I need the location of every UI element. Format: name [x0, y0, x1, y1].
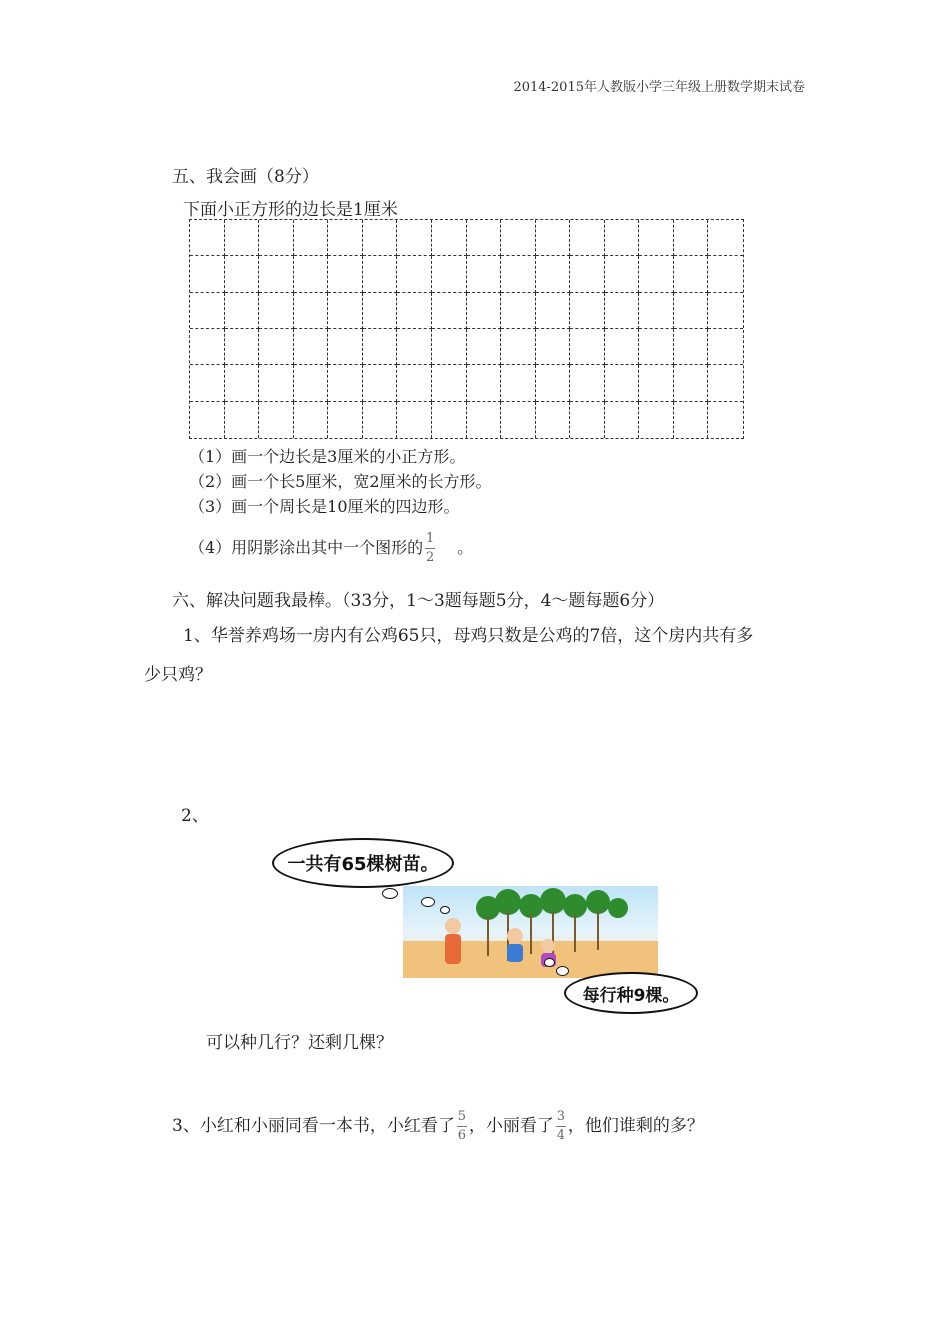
grid-cell[interactable] — [294, 329, 329, 365]
grid-cell[interactable] — [397, 402, 432, 438]
grid-cell[interactable] — [501, 256, 536, 292]
grid-cell[interactable] — [259, 329, 294, 365]
grid-cell[interactable] — [570, 293, 605, 329]
speech-bubble-total — [272, 838, 454, 888]
speech-bubble-per-row — [564, 972, 698, 1014]
grid-cell[interactable] — [674, 220, 709, 256]
grid-cell[interactable] — [708, 220, 743, 256]
grid-cell[interactable] — [639, 329, 674, 365]
grid-cell[interactable] — [674, 329, 709, 365]
grid-cell[interactable] — [536, 293, 571, 329]
grid-cell[interactable] — [501, 293, 536, 329]
thought-dot — [544, 958, 555, 967]
grid-cell[interactable] — [570, 329, 605, 365]
grid-cell[interactable] — [674, 365, 709, 401]
problem-3-part-c: ，他们谁剩的多？ — [567, 1116, 704, 1136]
grid-intro: 下面小正方形的边长是1厘米 — [183, 200, 398, 220]
grid-cell[interactable] — [363, 365, 398, 401]
fraction-numerator: 3 — [556, 1109, 565, 1124]
grid-cell[interactable] — [432, 365, 467, 401]
grid-cell[interactable] — [397, 365, 432, 401]
question-2: （2）画一个长5厘米，宽2厘米的长方形。 — [189, 472, 492, 491]
problem-3-part-a: 3、小红和小丽同看一本书，小红看了 — [172, 1116, 455, 1136]
grid-cell[interactable] — [501, 329, 536, 365]
fraction-denominator: 4 — [556, 1128, 565, 1143]
grid-cell[interactable] — [708, 293, 743, 329]
grid-cell[interactable] — [639, 293, 674, 329]
question-4-prefix: （4）用阴影涂出其中一个图形的 — [189, 538, 424, 557]
grid-cell[interactable] — [570, 402, 605, 438]
grid-cell[interactable] — [190, 293, 225, 329]
grid-cell[interactable] — [708, 329, 743, 365]
question-4 — [189, 532, 473, 565]
grid-cell[interactable] — [432, 293, 467, 329]
grid-cell[interactable] — [708, 256, 743, 292]
grid-cell[interactable] — [501, 220, 536, 256]
grid-cell[interactable] — [708, 365, 743, 401]
tree-planting-picture — [403, 886, 658, 978]
problem-2-question: 可以种几行？还剩几棵？ — [206, 1033, 393, 1053]
grid-cell[interactable] — [432, 220, 467, 256]
grid-cell[interactable] — [328, 293, 363, 329]
fraction-three-quarters — [556, 1110, 566, 1143]
tree-planting-illustration — [403, 886, 658, 978]
grid-cell[interactable] — [605, 256, 640, 292]
grid-cell[interactable] — [328, 365, 363, 401]
grid-cell[interactable] — [432, 402, 467, 438]
grid-cell[interactable] — [536, 365, 571, 401]
grid-cell[interactable] — [259, 365, 294, 401]
grid-cell[interactable] — [467, 293, 502, 329]
grid-cell[interactable] — [467, 329, 502, 365]
grid-cell[interactable] — [536, 329, 571, 365]
grid-cell[interactable] — [467, 365, 502, 401]
grid-cell[interactable] — [294, 256, 329, 292]
grid-cell[interactable] — [190, 402, 225, 438]
grid-cell[interactable] — [605, 220, 640, 256]
fraction-denominator: 6 — [457, 1128, 466, 1143]
grid-cell[interactable] — [190, 365, 225, 401]
grid-cell[interactable] — [501, 402, 536, 438]
thought-dot — [440, 906, 450, 914]
grid-cell[interactable] — [467, 220, 502, 256]
grid-cell[interactable] — [536, 220, 571, 256]
fraction-numerator: 1 — [426, 531, 435, 546]
question-1: （1）画一个边长是3厘米的小正方形。 — [189, 447, 466, 466]
grid-cell[interactable] — [397, 329, 432, 365]
grid-cell[interactable] — [363, 256, 398, 292]
question-4-suffix: 。 — [457, 538, 474, 557]
grid-cell[interactable] — [190, 256, 225, 292]
grid-cell[interactable] — [674, 256, 709, 292]
page-header: 2014-2015年人教版小学三年级上册数学期末试卷 — [513, 80, 805, 95]
thought-dot — [382, 888, 398, 899]
grid-cell[interactable] — [363, 329, 398, 365]
grid-cell[interactable] — [294, 402, 329, 438]
grid-cell[interactable] — [639, 402, 674, 438]
section6-title: 六、解决问题我最棒。（33分，1～3题每题5分，4～题每题6分） — [172, 591, 665, 611]
grid-cell[interactable] — [432, 256, 467, 292]
grid-cell[interactable] — [259, 220, 294, 256]
fraction-denominator: 2 — [426, 550, 435, 565]
grid-cell[interactable] — [570, 256, 605, 292]
grid-cell[interactable] — [639, 220, 674, 256]
grid-cell[interactable] — [639, 256, 674, 292]
grid-cell[interactable] — [190, 329, 225, 365]
grid-cell[interactable] — [432, 329, 467, 365]
grid-cell[interactable] — [328, 256, 363, 292]
thought-dot — [421, 897, 435, 907]
speech-bubble-total-text: 一共有65棵树苗。 — [287, 854, 439, 875]
grid-cell[interactable] — [536, 256, 571, 292]
problem-3 — [172, 1110, 704, 1143]
grid-cell[interactable] — [467, 402, 502, 438]
grid-cell[interactable] — [570, 220, 605, 256]
question-3: （3）画一个周长是10厘米的四边形。 — [189, 497, 460, 516]
grid-cell[interactable] — [259, 293, 294, 329]
problem-2-label: 2、 — [181, 806, 209, 826]
grid-cell[interactable] — [259, 402, 294, 438]
grid-cell[interactable] — [225, 329, 260, 365]
grid-cell[interactable] — [397, 293, 432, 329]
grid-cell[interactable] — [536, 402, 571, 438]
grid-cell[interactable] — [467, 256, 502, 292]
grid-cell[interactable] — [363, 402, 398, 438]
grid-cell[interactable] — [363, 220, 398, 256]
grid-cell[interactable] — [708, 402, 743, 438]
grid-cell[interactable] — [225, 293, 260, 329]
grid-cell[interactable] — [225, 256, 260, 292]
grid-cell[interactable] — [328, 220, 363, 256]
grid-cell[interactable] — [570, 365, 605, 401]
grid-cell[interactable] — [397, 220, 432, 256]
grid-cell[interactable] — [294, 293, 329, 329]
grid-cell[interactable] — [225, 402, 260, 438]
grid-cell[interactable] — [328, 402, 363, 438]
grid-cell[interactable] — [639, 365, 674, 401]
speech-bubble-per-row-text: 每行种9棵。 — [582, 985, 680, 1006]
problem-3-part-b: ，小丽看了 — [468, 1116, 554, 1136]
grid-cell[interactable] — [605, 329, 640, 365]
grid-cell[interactable] — [397, 256, 432, 292]
fraction-numerator: 5 — [457, 1109, 466, 1124]
grid-cell[interactable] — [674, 402, 709, 438]
thought-dot — [556, 966, 569, 976]
section5-title: 五、我会画（8分） — [172, 167, 319, 187]
grid-cell[interactable] — [605, 365, 640, 401]
grid-cell[interactable] — [225, 365, 260, 401]
grid-cell[interactable] — [225, 220, 260, 256]
fraction-five-sixths — [457, 1110, 467, 1143]
fraction-one-half — [425, 532, 435, 565]
grid-cell[interactable] — [501, 365, 536, 401]
problem-1-line2: 少只鸡？ — [144, 665, 212, 685]
grid-cell[interactable] — [605, 402, 640, 438]
grid-cell[interactable] — [259, 256, 294, 292]
grid-cell[interactable] — [363, 293, 398, 329]
grid-cell[interactable] — [674, 293, 709, 329]
grid-cell[interactable] — [605, 293, 640, 329]
grid-cell[interactable] — [294, 220, 329, 256]
dashed-grid[interactable] — [189, 219, 744, 439]
grid-cell[interactable] — [190, 220, 225, 256]
problem-1-line1: 1、华誉养鸡场一房内有公鸡65只，母鸡只数是公鸡的7倍，这个房内共有多 — [183, 626, 754, 646]
grid-cell[interactable] — [328, 329, 363, 365]
grid-cell[interactable] — [294, 365, 329, 401]
